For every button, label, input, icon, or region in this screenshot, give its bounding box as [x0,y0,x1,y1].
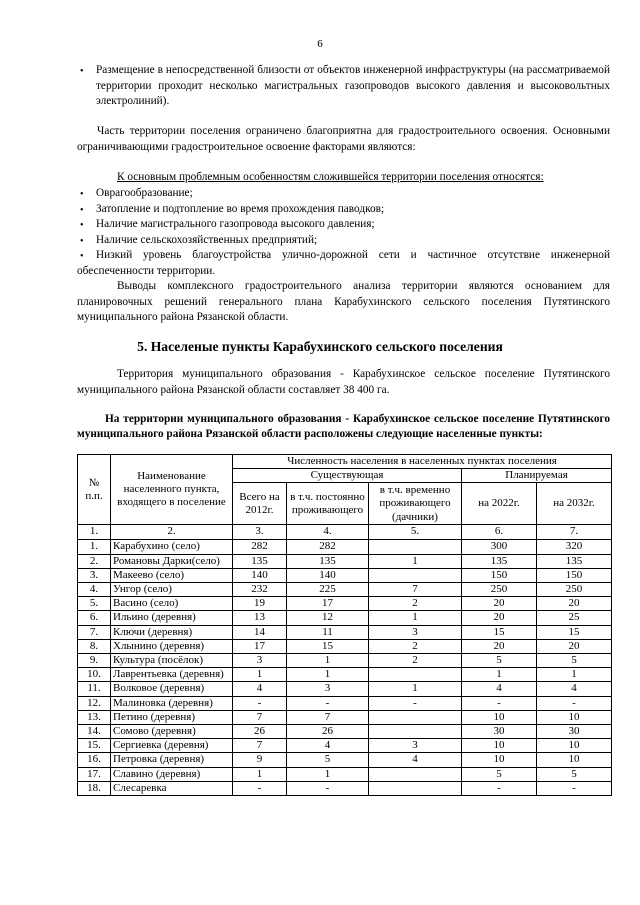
planned-2032: 25 [537,611,612,625]
planned-2032: 30 [537,725,612,739]
table-row [78,767,612,781]
planned-2022: 15 [462,625,537,639]
planned-2032: 5 [537,654,612,668]
column-numbers-row [78,525,612,540]
total-2012: 1 [233,767,287,781]
settlement-name: Унгор (село) [111,583,233,597]
temporary-residents [369,781,462,795]
total-2012: 7 [233,710,287,724]
temporary-residents [369,540,462,554]
planned-2032: 250 [537,583,612,597]
planned-2022: 5 [462,767,537,781]
settlement-name: Славино (деревня) [111,767,233,781]
permanent-residents: 1 [287,767,369,781]
permanent-residents: 282 [287,540,369,554]
row-number: 13. [78,710,111,724]
table-row [78,554,612,568]
table-row [78,654,612,668]
planned-2032: 5 [537,767,612,781]
settlement-name: Сомово (деревня) [111,725,233,739]
section-paragraph: Территория муниципального образования - Карабухинское сельское поселение Путятинского муниципального района Рязанской области составляет 38 400 га. [77,368,610,396]
row-number: 3. [78,568,111,582]
settlement-name: Васино (село) [111,597,233,611]
problems-heading: К основным проблемным особенностям сложившейся территории поселения относятся: [117,171,544,183]
planned-2022: 1 [462,668,537,682]
planned-2032: 10 [537,710,612,724]
paragraph-restrictions: Часть территории поселения ограничено благоприятна для градостроительного освоения. Основными ограничивающими градостроительное освоение факторами являются: [77,125,610,153]
total-2012: 140 [233,568,287,582]
settlement-name: Петровка (деревня) [111,753,233,767]
column-number: 1. [78,525,111,540]
planned-2022: 10 [462,739,537,753]
settlement-name: Макеево (село) [111,568,233,582]
settlement-name: Сергиевка (деревня) [111,739,233,753]
planned-2032: 150 [537,568,612,582]
total-2012: 4 [233,682,287,696]
temporary-residents: 1 [369,682,462,696]
section-title: 5. Населеные пункты Карабухинского сельского поселения [137,339,503,354]
table-row [78,540,612,554]
header-2022: на 2022г. [462,483,537,525]
header-existing: Существующая [233,469,462,483]
settlement-name: Романовы Дарки(село) [111,554,233,568]
column-number: 5. [369,525,462,540]
table-row [78,696,612,710]
row-number: 12. [78,696,111,710]
header-number: № п.п. [78,455,111,525]
planned-2032: 1 [537,668,612,682]
planned-2032: 320 [537,540,612,554]
problem-item: Наличие сельскохозяйственных предприятий; [96,234,318,246]
settlements-table [77,454,612,796]
bullet-icon: • [80,236,84,247]
bullet-icon: • [80,189,84,200]
permanent-residents: 15 [287,639,369,653]
total-2012: 232 [233,583,287,597]
planned-2022: 20 [462,639,537,653]
paragraph-conclusions: Выводы комплексного градостроительного анализа территории являются основанием для планировочных решений генерального плана Карабухинского сельского поселения Путятинского муниципального района Рязанской области. [77,280,610,324]
header-total-2012: Всего на 2012г. [233,483,287,525]
temporary-residents: - [369,696,462,710]
table-row [78,611,612,625]
settlement-name: Петино (деревня) [111,710,233,724]
header-planned: Планируемая [462,469,612,483]
temporary-residents: 1 [369,611,462,625]
total-2012: - [233,781,287,795]
table-row [78,597,612,611]
table-row [78,625,612,639]
planned-2022: 150 [462,568,537,582]
planned-2032: 20 [537,597,612,611]
settlement-name: Культура (посёлок) [111,654,233,668]
permanent-residents: 3 [287,682,369,696]
temporary-residents: 1 [369,554,462,568]
temporary-residents: 3 [369,625,462,639]
planned-2022: 5 [462,654,537,668]
permanent-residents: 5 [287,753,369,767]
planned-2022: - [462,781,537,795]
temporary-residents [369,725,462,739]
settlement-name: Малиновка (деревня) [111,696,233,710]
total-2012: 13 [233,611,287,625]
temporary-residents [369,568,462,582]
header-2032: на 2032г. [537,483,612,525]
planned-2022: 135 [462,554,537,568]
row-number: 4. [78,583,111,597]
settlement-name: Хлынино (деревня) [111,639,233,653]
row-number: 10. [78,668,111,682]
permanent-residents: 225 [287,583,369,597]
temporary-residents: 2 [369,639,462,653]
row-number: 15. [78,739,111,753]
temporary-residents: 3 [369,739,462,753]
row-number: 9. [78,654,111,668]
planned-2022: 20 [462,597,537,611]
planned-2032: 135 [537,554,612,568]
problem-item: Оврагообразование; [96,187,193,199]
total-2012: 1 [233,668,287,682]
settlement-name: Ильино (деревня) [111,611,233,625]
temporary-residents: 2 [369,654,462,668]
permanent-residents: 17 [287,597,369,611]
bullet-paragraph: Размещение в непосредственной близости от объектов инженерной инфраструктуры (на рассматриваемой территории проходит несколько магистральных газопроводов высокого давления и высоковольтных электролиний). [96,64,610,108]
row-number: 1. [78,540,111,554]
table-row [78,710,612,724]
planned-2022: 10 [462,753,537,767]
planned-2022: 300 [462,540,537,554]
column-number: 3. [233,525,287,540]
total-2012: 3 [233,654,287,668]
table-row [78,668,612,682]
settlement-name: Карабухино (село) [111,540,233,554]
permanent-residents: 1 [287,654,369,668]
header-population: Численность населения в населенных пунктах поселения [233,455,612,469]
problem-item: Низкий уровень благоустройства улично-дорожной сети и частичное отсутствие инженерной обеспеченности территории. [77,249,610,277]
table-row [78,583,612,597]
permanent-residents: 12 [287,611,369,625]
total-2012: 135 [233,554,287,568]
header-temporary: в т.ч. временно проживающего (дачники) [369,483,462,525]
temporary-residents: 4 [369,753,462,767]
total-2012: 19 [233,597,287,611]
planned-2022: 250 [462,583,537,597]
row-number: 16. [78,753,111,767]
planned-2032: 15 [537,625,612,639]
table-row [78,568,612,582]
permanent-residents: 26 [287,725,369,739]
planned-2032: - [537,696,612,710]
total-2012: 9 [233,753,287,767]
column-number: 2. [111,525,233,540]
total-2012: 7 [233,739,287,753]
row-number: 17. [78,767,111,781]
bullet-icon: • [80,205,84,216]
total-2012: - [233,696,287,710]
permanent-residents: - [287,781,369,795]
planned-2032: 10 [537,739,612,753]
row-number: 8. [78,639,111,653]
settlement-name: Слесаревка [111,781,233,795]
permanent-residents: 11 [287,625,369,639]
table-row [78,639,612,653]
table-row [78,781,612,795]
total-2012: 14 [233,625,287,639]
row-number: 14. [78,725,111,739]
table-row [78,682,612,696]
header-permanent: в т.ч. постоянно проживающего [287,483,369,525]
settlement-name: Волковое (деревня) [111,682,233,696]
bullet-icon: • [80,66,84,77]
temporary-residents [369,668,462,682]
total-2012: 17 [233,639,287,653]
temporary-residents: 7 [369,583,462,597]
temporary-residents: 2 [369,597,462,611]
temporary-residents [369,767,462,781]
planned-2032: 4 [537,682,612,696]
row-number: 11. [78,682,111,696]
planned-2022: 30 [462,725,537,739]
total-2012: 282 [233,540,287,554]
permanent-residents: - [287,696,369,710]
planned-2032: 10 [537,753,612,767]
planned-2022: - [462,696,537,710]
table-row [78,753,612,767]
row-number: 6. [78,611,111,625]
permanent-residents: 4 [287,739,369,753]
row-number: 2. [78,554,111,568]
planned-2022: 10 [462,710,537,724]
column-number: 6. [462,525,537,540]
column-number: 4. [287,525,369,540]
bullet-icon: • [80,220,84,231]
column-number: 7. [537,525,612,540]
problem-item: Затопление и подтопление во время прохождения паводков; [96,203,385,215]
table-row [78,739,612,753]
planned-2032: - [537,781,612,795]
planned-2032: 20 [537,639,612,653]
permanent-residents: 140 [287,568,369,582]
bullet-icon: • [80,251,84,262]
table-row [78,725,612,739]
row-number: 7. [78,625,111,639]
settlement-name: Лаврентьевка (деревня) [111,668,233,682]
permanent-residents: 1 [287,668,369,682]
row-number: 18. [78,781,111,795]
table-intro: На территории муниципального образования - Карабухинское сельское поселение Путятинского муниципального района Рязанской области расположены следующие населенные пункты: [77,413,610,440]
total-2012: 26 [233,725,287,739]
page-number: 6 [317,38,323,50]
planned-2022: 4 [462,682,537,696]
temporary-residents [369,710,462,724]
problem-item: Наличие магистрального газопровода высокого давления; [96,218,375,230]
row-number: 5. [78,597,111,611]
planned-2022: 20 [462,611,537,625]
permanent-residents: 135 [287,554,369,568]
permanent-residents: 7 [287,710,369,724]
header-name: Наименование населенного пункта, входящего в поселение [111,455,233,525]
settlement-name: Ключи (деревня) [111,625,233,639]
